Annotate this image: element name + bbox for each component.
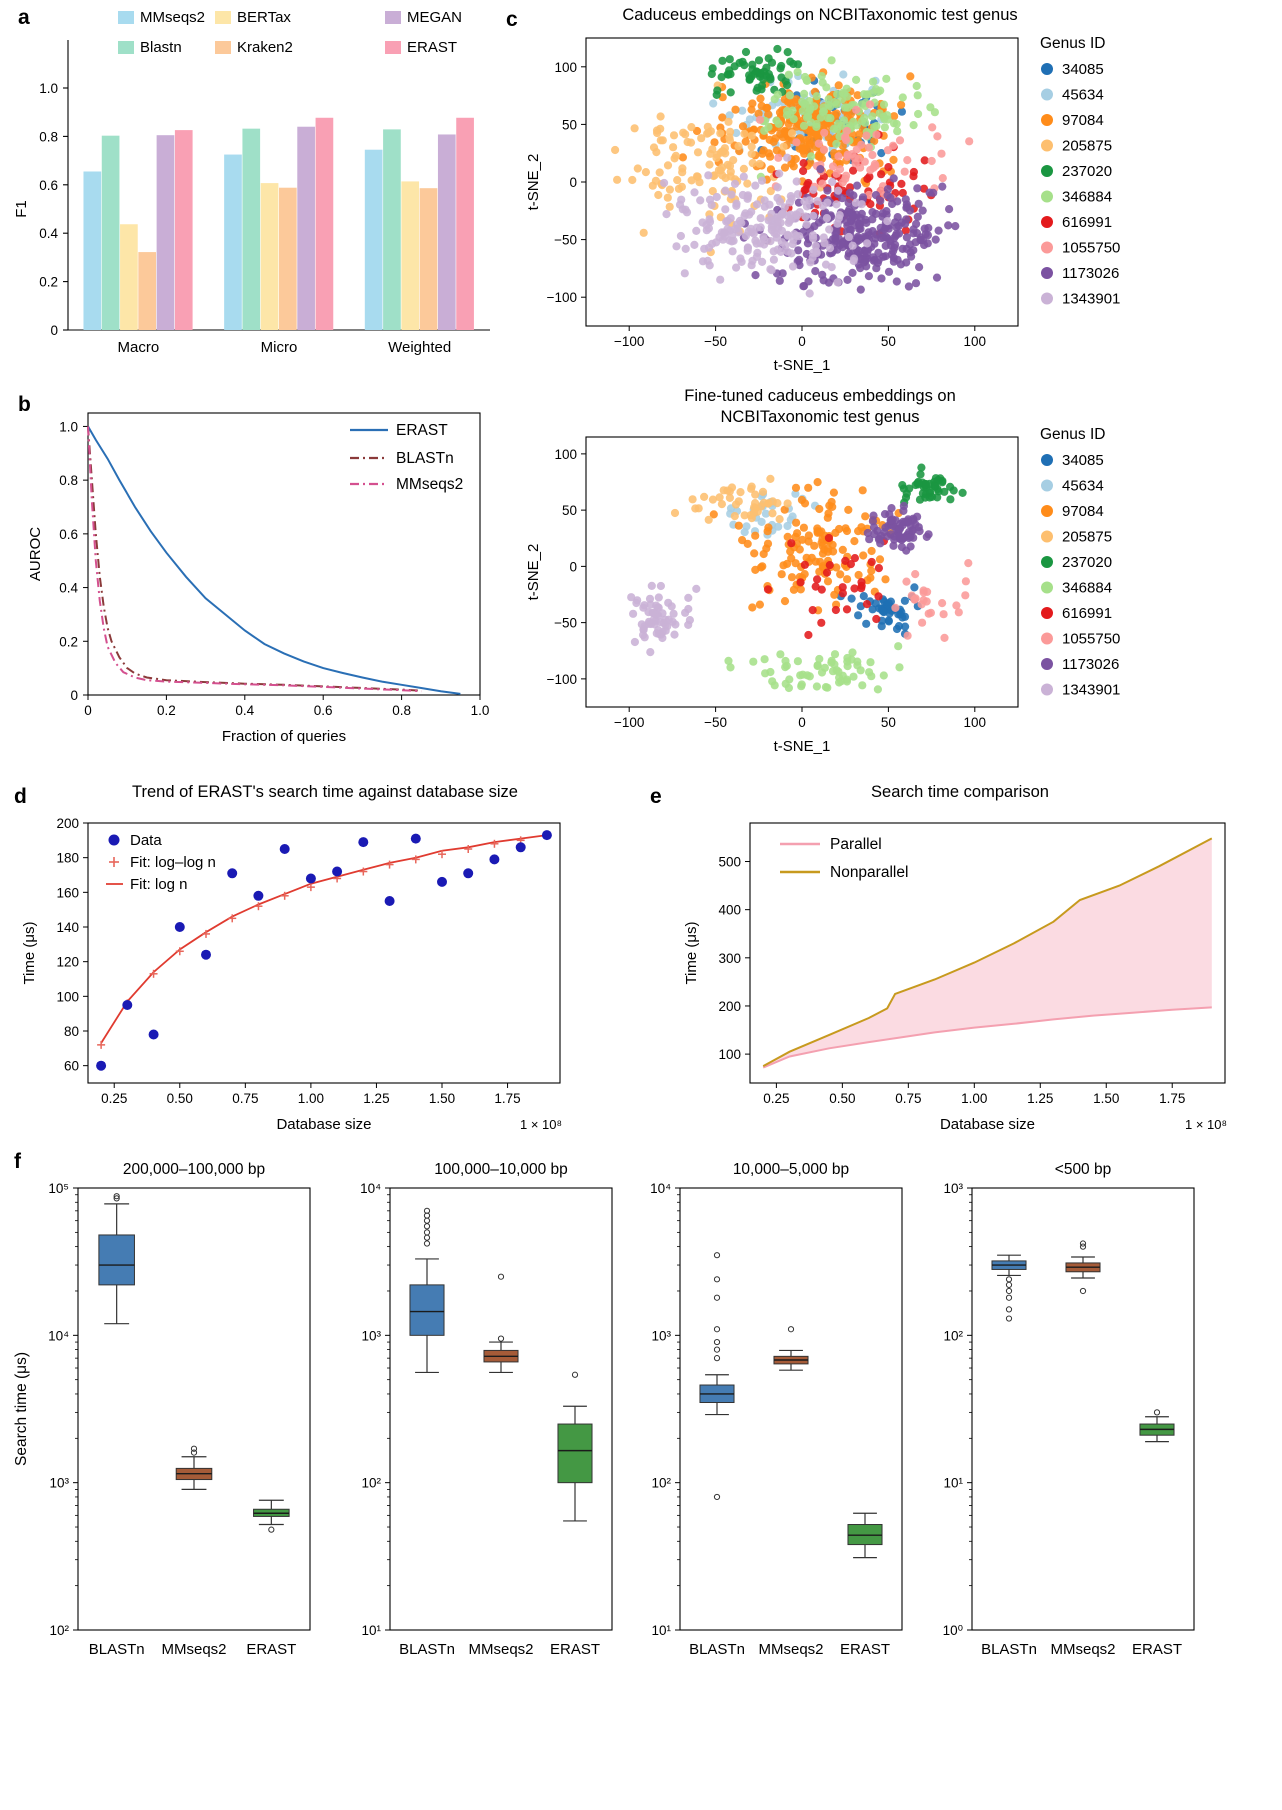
bar-BERTax-Macro <box>120 224 138 330</box>
panel-d-title: Trend of ERAST's search time against database size <box>132 783 518 801</box>
panel-f-subplot-frame <box>972 1188 1194 1630</box>
panel-d-ytick: 160 <box>56 885 79 901</box>
line-BLASTn <box>88 426 421 690</box>
panel-e-xtick: 0.50 <box>829 1091 856 1106</box>
data-point <box>489 854 499 864</box>
panel-a-ytick: 0 <box>50 323 58 338</box>
xtick: −50 <box>704 334 728 349</box>
panel-c-top-chart <box>500 26 1282 386</box>
bar-Kraken2-Macro <box>138 252 156 330</box>
panel-f-xtick: BLASTn <box>981 1641 1037 1658</box>
panel-f-ytick: 10³ <box>361 1328 381 1344</box>
legend-label-Blastn: Blastn <box>140 39 182 56</box>
panel-b-xtick: 1.0 <box>470 703 490 718</box>
panel-f-xtick: MMseqs2 <box>1050 1641 1116 1658</box>
bar-MEGAN-Micro <box>297 127 315 330</box>
legend-dot-346884 <box>1041 191 1053 203</box>
panel-c <box>500 0 1282 770</box>
panel-e <box>640 775 1282 1140</box>
panel-b-label: b <box>18 393 31 416</box>
panel-a-ytick: 0.2 <box>39 274 58 290</box>
ytick: 0 <box>569 175 577 190</box>
data-point <box>385 896 395 906</box>
xtick: 50 <box>880 715 896 730</box>
legend-dot-45634 <box>1041 480 1053 492</box>
legend-title: Genus ID <box>1040 35 1106 52</box>
data-point <box>516 842 526 852</box>
panel-a-ytick: 0.4 <box>39 226 58 242</box>
legend-label-1173026: 1173026 <box>1062 265 1120 282</box>
panel-f-xtick: BLASTn <box>399 1641 455 1658</box>
legend-label-Kraken2: Kraken2 <box>237 39 293 56</box>
legend-label-616991: 616991 <box>1062 605 1113 622</box>
panel-b-ytick: 0 <box>70 688 78 703</box>
panel-d-ytick: 200 <box>56 816 79 831</box>
legend-label-BLASTn: BLASTn <box>396 450 454 467</box>
panel-b-xtick: 0.4 <box>235 703 255 718</box>
ytick: −100 <box>546 671 577 687</box>
legend-label-34085: 34085 <box>1062 452 1104 469</box>
boxplot-ERAST <box>848 1513 882 1557</box>
xtick: −100 <box>613 715 645 730</box>
data-point <box>463 868 473 878</box>
legend-label-346884: 346884 <box>1062 579 1113 597</box>
boxplot-MMseqs2 <box>1066 1241 1100 1294</box>
panel-f-subplot-frame <box>390 1188 612 1630</box>
boxplot-BLASTn <box>700 1253 734 1500</box>
boxplot-BLASTn <box>992 1255 1026 1321</box>
xlabel: t-SNE_1 <box>773 357 831 374</box>
legend-label-loglog: Fit: log–log n <box>130 854 216 871</box>
panel-f-ytick: 10⁴ <box>360 1181 381 1196</box>
panel-e-x-exponent: 1 × 10⁸ <box>1185 1117 1227 1132</box>
panel-a-xtick: Weighted <box>388 339 452 356</box>
legend-label-34085: 34085 <box>1062 61 1104 78</box>
data-point <box>96 1061 106 1071</box>
legend-dot-205875 <box>1041 531 1053 543</box>
legend-swatch-ERAST <box>385 41 401 54</box>
legend-label-MMseqs2: MMseqs2 <box>140 9 206 26</box>
legend-dot-45634 <box>1041 89 1053 101</box>
legend-dot-34085 <box>1041 63 1053 75</box>
data-point <box>332 867 342 877</box>
legend-dot-data <box>109 835 120 846</box>
panel-d-xtick: 0.75 <box>232 1091 259 1106</box>
panel-d-xtick: 1.50 <box>428 1091 456 1106</box>
panel-b-xtick: 0.2 <box>157 703 176 718</box>
legend-label-log: Fit: log n <box>130 876 188 893</box>
panel-f-ytick: 10⁴ <box>650 1181 671 1196</box>
panel-d-ytick: 120 <box>56 954 79 970</box>
panel-e-ylabel: Time (μs) <box>683 921 700 985</box>
data-point <box>280 844 290 854</box>
legend-label-205875: 205875 <box>1062 528 1113 546</box>
panel-d-xtick: 1.00 <box>297 1091 325 1106</box>
bar-MEGAN-Weighted <box>438 134 456 330</box>
panel-b-xtick: 0 <box>84 703 92 718</box>
bar-MEGAN-Macro <box>157 135 175 330</box>
legend-swatch-BERTax <box>215 11 231 24</box>
panel-f-subplot-frame <box>680 1188 902 1630</box>
legend-label-ERAST: ERAST <box>407 39 458 56</box>
panel-f-ytick: 10⁴ <box>48 1328 69 1344</box>
panel-b-ytick: 0.2 <box>59 634 78 650</box>
panel-f-subplot-title: 10,000–5,000 bp <box>732 1161 850 1178</box>
panel-d-ytick: 140 <box>56 920 79 935</box>
legend-dot-1343901 <box>1041 293 1053 305</box>
bar-BERTax-Weighted <box>401 181 419 330</box>
xtick: 0 <box>798 334 806 349</box>
panel-a-ytick: 0.6 <box>39 177 58 193</box>
legend-dot-1055750 <box>1041 242 1053 254</box>
legend-marker-loglog <box>109 857 119 867</box>
panel-f-xtick: BLASTn <box>689 1641 745 1658</box>
panel-b-ytick: 0.8 <box>59 473 78 489</box>
data-point <box>227 868 237 878</box>
xtick: −100 <box>613 334 645 349</box>
legend-label-45634: 45634 <box>1062 86 1104 104</box>
ytick: 100 <box>554 59 577 75</box>
fit-loglog-marker <box>97 1041 105 1049</box>
panel-a-ylabel: F1 <box>13 200 30 218</box>
panel-f-subplot-title: <500 bp <box>1054 1161 1112 1178</box>
panel-f-ytick: 10⁰ <box>942 1623 963 1638</box>
panel-e-xtick: 0.75 <box>895 1091 922 1106</box>
legend-dot-1343901 <box>1041 684 1053 696</box>
panel-d-ytick: 60 <box>63 1058 79 1074</box>
panel-f-ytick: 10⁵ <box>48 1181 69 1196</box>
panel-a-chart <box>0 0 505 370</box>
panel-e-xtick: 1.25 <box>1027 1091 1054 1106</box>
panel-b-ylabel: AUROC <box>27 526 44 582</box>
boxplot-BLASTn <box>99 1194 135 1324</box>
panel-e-xtick: 1.75 <box>1159 1091 1186 1106</box>
panel-e-xtick: 0.25 <box>763 1091 790 1106</box>
panel-a-xtick: Micro <box>260 339 298 356</box>
legend-label-616991: 616991 <box>1062 214 1113 231</box>
legend-label-1055750: 1055750 <box>1062 239 1121 257</box>
ytick: −50 <box>554 232 577 248</box>
data-point <box>411 834 421 844</box>
panel-d-xtick: 1.25 <box>363 1091 390 1106</box>
legend-dot-237020 <box>1041 556 1053 568</box>
ytick: −50 <box>554 615 577 631</box>
legend-dot-616991 <box>1041 607 1053 619</box>
panel-e-title: Search time comparison <box>871 783 1049 801</box>
legend-dot-34085 <box>1041 454 1053 466</box>
boxplot-MMseqs2 <box>774 1327 808 1371</box>
bar-ERAST-Macro <box>175 130 193 330</box>
bar-Kraken2-Weighted <box>420 188 438 330</box>
legend-label-205875: 205875 <box>1062 137 1113 155</box>
legend-dot-97084 <box>1041 505 1053 517</box>
data-point <box>122 1000 132 1010</box>
panel-f-ytick: 10² <box>651 1475 671 1491</box>
panel-a-xtick: Macro <box>117 339 160 356</box>
xlabel: t-SNE_1 <box>773 738 831 755</box>
panel-f-subplot-title: 100,000–10,000 bp <box>434 1161 568 1178</box>
panel-d <box>0 775 640 1140</box>
legend-label-MEGAN: MEGAN <box>407 9 463 26</box>
panel-f-xtick: ERAST <box>839 1641 891 1658</box>
bar-Kraken2-Micro <box>279 188 297 330</box>
scatter-series-237020 <box>898 464 967 507</box>
legend-swatch-Blastn <box>118 41 134 54</box>
panel-c-top-title: Caduceus embeddings on NCBITaxonomic test genus <box>622 6 1018 24</box>
bar-ERAST-Micro <box>316 118 334 330</box>
panel-b-ytick: 0.4 <box>59 580 78 596</box>
legend-label-97084: 97084 <box>1062 503 1104 520</box>
legend-label-237020: 237020 <box>1062 163 1113 180</box>
legend-swatch-Kraken2 <box>215 41 231 54</box>
panel-e-xtick: 1.00 <box>961 1091 988 1106</box>
bar-MMseqs2-Weighted <box>365 150 383 330</box>
panel-f-subplot-title: 200,000–100,000 bp <box>122 1161 266 1178</box>
boxplot-ERAST <box>1140 1410 1174 1442</box>
scatter-series-205875 <box>671 475 792 524</box>
panel-d-chart <box>0 801 640 1141</box>
data-point <box>306 874 316 884</box>
panel-f-ytick: 10¹ <box>361 1623 381 1638</box>
legend-dot-1173026 <box>1041 267 1053 279</box>
panel-b-ytick: 0.6 <box>59 526 78 542</box>
panel-b-xlabel: Fraction of queries <box>221 728 347 745</box>
panel-f-xtick: MMseqs2 <box>161 1641 227 1658</box>
panel-f-ylabel: Search time (μs) <box>13 1351 30 1467</box>
scatter-series-1343901 <box>627 582 700 656</box>
legend-label-346884: 346884 <box>1062 188 1113 206</box>
panel-d-x-exponent: 1 × 10⁸ <box>520 1117 562 1132</box>
panel-f-xtick: BLASTn <box>88 1641 145 1658</box>
panel-f <box>0 1140 1282 1810</box>
legend-dot-237020 <box>1041 165 1053 177</box>
panel-a-label: a <box>18 6 30 29</box>
panel-c-bottom-title-line1: Fine-tuned caduceus embeddings on <box>684 387 956 405</box>
ytick: 50 <box>561 503 577 519</box>
legend-label-237020: 237020 <box>1062 554 1113 571</box>
panel-e-ytick: 500 <box>718 854 741 870</box>
panel-f-xtick: MMseqs2 <box>758 1641 824 1658</box>
ytick: −100 <box>546 290 577 306</box>
ytick: 0 <box>569 559 577 575</box>
legend-label-data: Data <box>130 832 162 849</box>
legend-label-1055750: 1055750 <box>1062 630 1121 648</box>
bar-Blastn-Micro <box>242 129 260 330</box>
bar-MMseqs2-Macro <box>83 171 101 330</box>
panel-e-ytick: 400 <box>718 902 741 918</box>
panel-f-ytick: 10¹ <box>943 1475 963 1491</box>
panel-e-xlabel: Database size <box>939 1116 1036 1133</box>
panel-a-ytick: 1.0 <box>39 81 58 96</box>
panel-d-label: d <box>14 785 27 808</box>
panel-f-xtick: MMseqs2 <box>468 1641 534 1658</box>
panel-f-xtick: ERAST <box>549 1641 601 1658</box>
data-point <box>201 950 211 960</box>
panel-d-xtick: 0.50 <box>166 1091 193 1106</box>
panel-b-xtick: 0.8 <box>392 703 411 718</box>
ylabel: t-SNE_2 <box>525 153 542 211</box>
bar-BERTax-Micro <box>261 183 279 330</box>
legend-label-1343901: 1343901 <box>1062 681 1121 699</box>
panel-f-ytick: 10³ <box>49 1475 69 1491</box>
panel-d-ytick: 80 <box>63 1024 79 1039</box>
panel-f-chart <box>0 1140 1282 1810</box>
panel-e-label: e <box>650 785 662 808</box>
bar-Blastn-Weighted <box>383 129 401 330</box>
panel-e-ytick: 300 <box>718 950 741 966</box>
panel-c-bottom-title-line2: NCBITaxonomic test genus <box>720 407 920 426</box>
ylabel: t-SNE_2 <box>525 543 542 601</box>
panel-c-bottom-title <box>540 386 1100 427</box>
panel-f-ytick: 10² <box>361 1475 381 1491</box>
legend-label-MMseqs2: MMseqs2 <box>396 476 464 493</box>
panel-b-ytick: 1.0 <box>59 419 78 435</box>
panel-f-xtick: ERAST <box>246 1641 297 1658</box>
xtick: −50 <box>704 715 728 730</box>
xtick: 100 <box>963 334 987 349</box>
panel-d-ylabel: Time (μs) <box>21 921 38 985</box>
legend-title: Genus ID <box>1040 426 1106 443</box>
ytick: 50 <box>561 117 577 133</box>
boxplot-MMseqs2 <box>176 1446 212 1489</box>
data-point <box>358 837 368 847</box>
xtick: 0 <box>798 715 806 730</box>
panel-c-bottom-chart <box>500 425 1282 765</box>
panel-e-ytick: 200 <box>718 998 741 1014</box>
line-MMseqs2 <box>88 426 421 691</box>
panel-d-xlabel: Database size <box>276 1116 372 1133</box>
legend-swatch-MMseqs2 <box>118 11 134 24</box>
data-point <box>149 1030 159 1040</box>
bar-Blastn-Macro <box>102 136 120 330</box>
data-point <box>542 830 552 840</box>
panel-b-xtick: 0.6 <box>313 703 333 718</box>
legend-label-ERAST: ERAST <box>396 422 448 439</box>
legend-dot-1173026 <box>1041 658 1053 670</box>
boxplot-ERAST <box>558 1372 592 1521</box>
ytick: 100 <box>554 446 577 462</box>
legend-dot-1055750 <box>1041 633 1053 645</box>
panel-e-ytick: 100 <box>718 1047 741 1063</box>
panel-d-ytick: 180 <box>56 850 79 866</box>
xtick: 100 <box>963 715 987 730</box>
panel-d-xtick: 0.25 <box>101 1091 128 1106</box>
legend-label-Parallel: Parallel <box>830 836 882 853</box>
legend-dot-346884 <box>1041 582 1053 594</box>
bar-MMseqs2-Micro <box>224 155 242 330</box>
boxplot-MMseqs2 <box>484 1274 518 1372</box>
panel-f-ytick: 10³ <box>651 1328 671 1344</box>
legend-label-97084: 97084 <box>1062 112 1104 129</box>
panel-e-xtick: 1.50 <box>1093 1091 1120 1106</box>
legend-label-Nonparallel: Nonparallel <box>830 864 909 881</box>
panel-d-xtick: 1.75 <box>494 1091 521 1106</box>
legend-label-45634: 45634 <box>1062 477 1104 495</box>
panel-a-ytick: 0.8 <box>39 129 58 145</box>
panel-f-ytick: 10² <box>943 1328 963 1344</box>
panel-b <box>0 385 505 770</box>
boxplot-ERAST <box>254 1500 290 1532</box>
bar-ERAST-Weighted <box>456 118 474 330</box>
legend-dot-97084 <box>1041 114 1053 126</box>
legend-label-1343901: 1343901 <box>1062 290 1121 308</box>
panel-c-label: c <box>506 8 518 31</box>
legend-label-BERTax: BERTax <box>237 9 291 26</box>
legend-dot-205875 <box>1041 140 1053 152</box>
panel-f-ytick: 10³ <box>943 1181 963 1196</box>
panel-b-chart <box>0 385 505 770</box>
panel-f-label: f <box>14 1150 21 1173</box>
boxplot-BLASTn <box>410 1208 444 1372</box>
xtick: 50 <box>880 334 896 349</box>
panel-a <box>0 0 505 370</box>
panel-d-ytick: 100 <box>56 989 79 1005</box>
panel-f-ytick: 10¹ <box>651 1623 671 1638</box>
panel-f-ytick: 10² <box>49 1623 69 1638</box>
legend-swatch-MEGAN <box>385 11 401 24</box>
legend-label-1173026: 1173026 <box>1062 656 1120 673</box>
data-point <box>437 877 447 887</box>
scatter-series-346884 <box>724 642 903 693</box>
panel-e-chart <box>640 801 1282 1141</box>
data-point <box>253 891 263 901</box>
legend-dot-616991 <box>1041 216 1053 228</box>
panel-f-xtick: ERAST <box>1131 1641 1183 1658</box>
data-point <box>175 922 185 932</box>
